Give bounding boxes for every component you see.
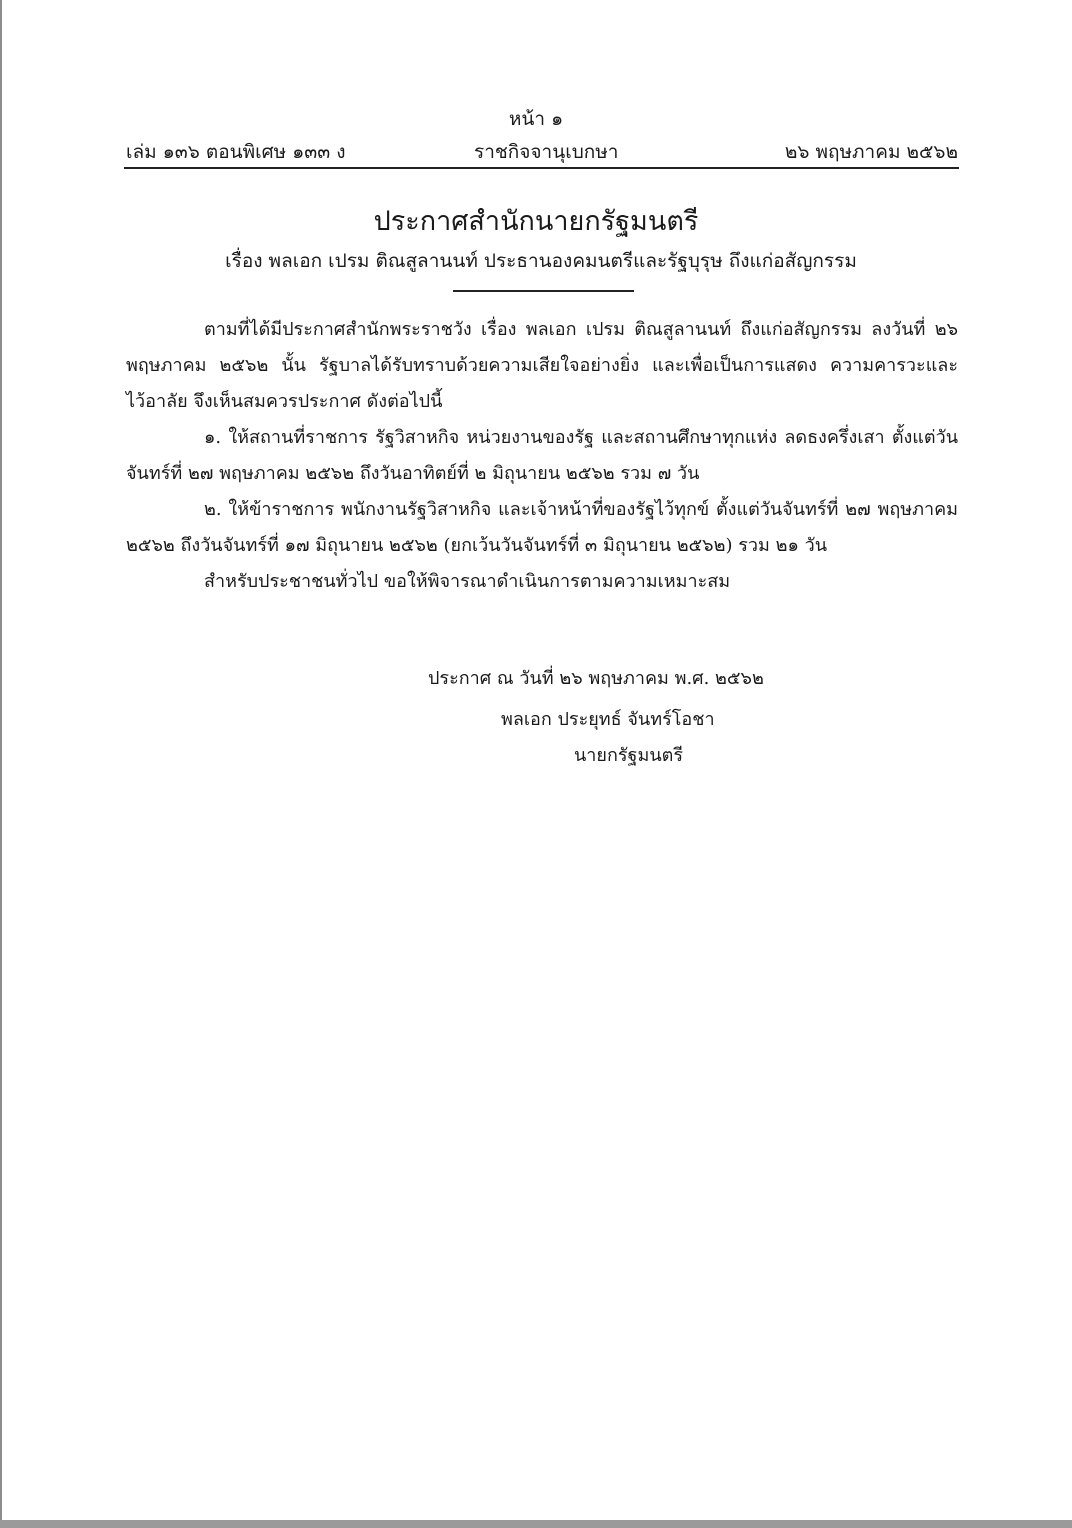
gazette-name: ราชกิจจานุเบกษา [474, 141, 619, 163]
item-2-paragraph: ๒. ให้ข้าราชการ พนักงานรัฐวิสาหกิจ และเจ้าหน้าที่ของรัฐไว้ทุกข์ ตั้งแต่วันจันทร์ที่ ๒๗ พฤษภาคม ๒๕๖๒ ถึงวันจันทร์ที่ ๑๗ มิถุนายน ๒๕๖๒ (ยกเว้นวันจันทร์ที่ ๓ มิถุนายน ๒๕๖๒) รวม ๒๑ วัน [126, 499, 958, 556]
issue-date-line: ประกาศ ณ วันที่ ๒๖ พฤษภาคม พ.ศ. ๒๕๖๒ [428, 668, 764, 689]
signatory-position: นายกรัฐมนตรี [574, 745, 683, 766]
intro-paragraph: ตามที่ได้มีประกาศสำนักพระราชวัง เรื่อง พลเอก เปรม ติณสูลานนท์ ถึงแก่อสัญกรรม ลงวันที่ ๒๖ พฤษภาคม ๒๕๖๒ นั้น รัฐบาลได้รับทราบด้วยความเสียใจอย่างยิ่ง และเพื่อเป็นการแสดง ความคารวะและไว้อาลัย จึงเห็นสมควรประกาศ ดังต่อไปนี้ [126, 319, 958, 412]
announcement-subject: เรื่อง พลเอก เปรม ติณสูลานนท์ ประธานองคมนตรีและรัฐบุรุษ ถึงแก่อสัญกรรม [225, 250, 857, 272]
volume-info: เล่ม ๑๓๖ ตอนพิเศษ ๑๓๓ ง [126, 141, 346, 163]
gazette-date: ๒๖ พฤษภาคม ๒๕๖๒ [784, 141, 958, 163]
title-divider [453, 290, 634, 292]
page-bottom-border [0, 1520, 1072, 1528]
page-number: หน้า ๑ [508, 108, 564, 130]
announcement-title: ประกาศสำนักนายกรัฐมนตรี [373, 206, 699, 237]
gazette-header [126, 137, 958, 165]
signatory-name: พลเอก ประยุทธ์ จันทร์โอชา [501, 709, 715, 730]
header-divider [124, 167, 959, 169]
item-1-paragraph: ๑. ให้สถานที่ราชการ รัฐวิสาหกิจ หน่วยงานของรัฐ และสถานศึกษาทุกแห่ง ลดธงครึ่งเสา ตั้งแต่วันจันทร์ที่ ๒๗ พฤษภาคม ๒๕๖๒ ถึงวันอาทิตย์ที่ ๒ มิถุนายน ๒๕๖๒ รวม ๗ วัน [126, 427, 958, 484]
announcement-body [126, 312, 958, 600]
closing-paragraph: สำหรับประชาชนทั่วไป ขอให้พิจารณาดำเนินการตามความเหมาะสม [204, 571, 731, 592]
